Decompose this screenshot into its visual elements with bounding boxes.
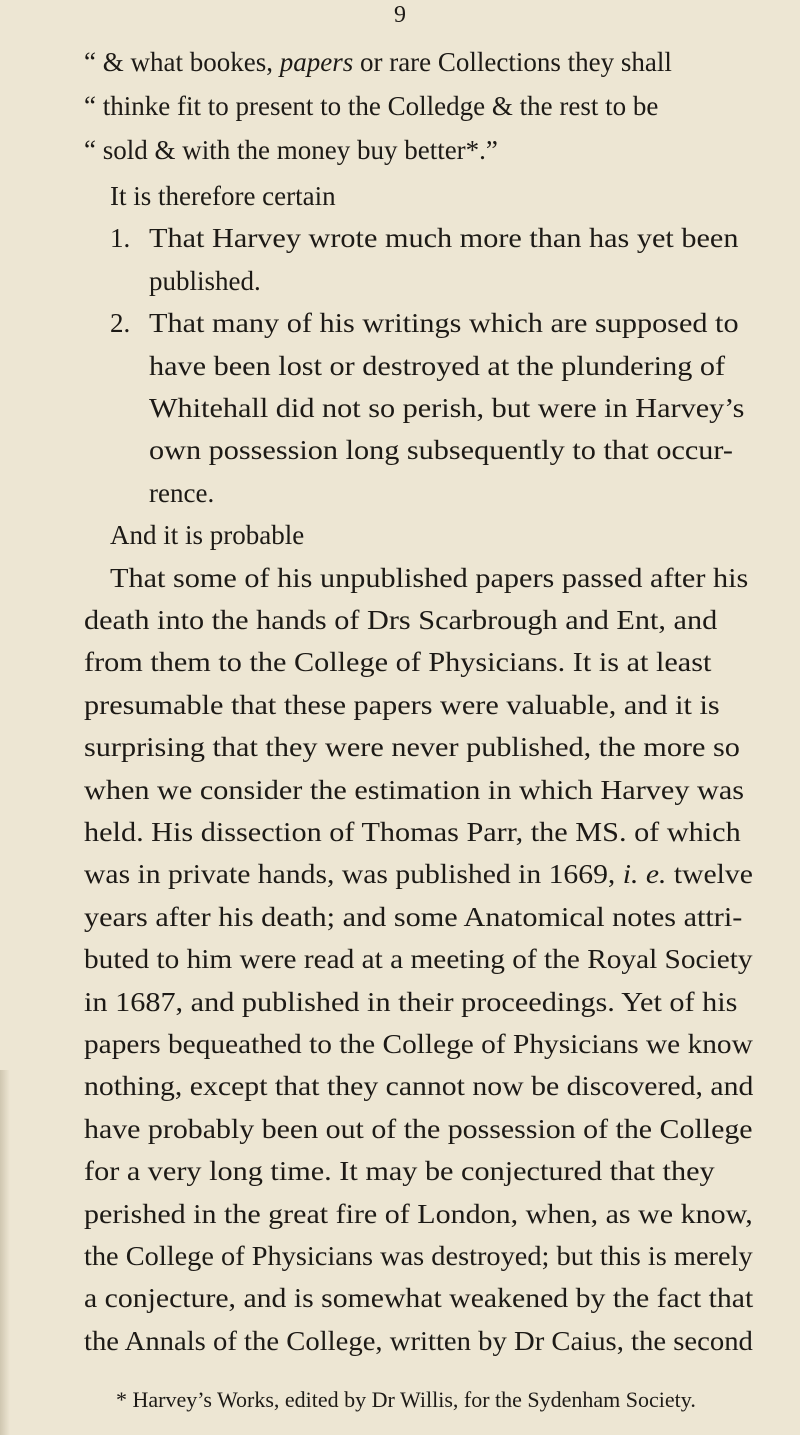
paragraph-line: years after his death; and some Anatomical notes attri- xyxy=(84,901,743,932)
paragraph-line: perished in the great fire of London, when, as we know, xyxy=(84,1198,753,1229)
list-item-1: That Harvey wrote much more than has yet been xyxy=(149,223,739,254)
quote-text: “ & what bookes, xyxy=(84,47,280,77)
list-item-2: have been lost or destroyed at the plundering of xyxy=(149,350,726,381)
list-item-1-cont: published. xyxy=(149,265,261,296)
paragraph-line: the College of Physicians was destroyed; but this is merely xyxy=(84,1241,753,1271)
paragraph-line: nothing, except that they cannot now be discovered, and xyxy=(84,1071,754,1102)
paragraph-line: a conjecture, and is somewhat weakened by the fact that xyxy=(84,1283,754,1314)
paragraph-line: for a very long time. It may be conjectured that they xyxy=(84,1156,715,1187)
quote-line-3: “ sold & with the money buy better*.” xyxy=(84,135,498,165)
list-item-2-cont: rence. xyxy=(149,477,215,508)
page-number: 9 xyxy=(394,2,406,28)
paragraph-line: have probably been out of the possession of the College xyxy=(84,1113,753,1144)
paragraph-line: buted to him were read at a meeting of the Royal Society xyxy=(84,944,753,975)
italic-word: i. e. xyxy=(622,859,667,890)
paragraph-line: the Annals of the College, written by Dr Caius, the second xyxy=(84,1325,753,1356)
footnote: * Harvey’s Works, edited by Dr Willis, for the Sydenham Society. xyxy=(116,1387,696,1412)
list-number-2: 2. xyxy=(110,308,131,339)
list-item-2: That many of his writings which are supposed to xyxy=(149,308,739,339)
page-edge-shadow xyxy=(0,1070,10,1435)
paragraph-line: That some of his unpublished papers passed after his xyxy=(110,562,749,593)
paragraph-line: in 1687, and published in their proceedings. Yet of his xyxy=(84,986,738,1017)
paragraph-line: from them to the College of Physicians. It is at least xyxy=(84,647,712,678)
list-item-2: Whitehall did not so perish, but were in Harvey’s xyxy=(149,393,745,423)
paragraph-line: papers bequeathed to the College of Physicians we know xyxy=(84,1029,753,1059)
italic-word: papers xyxy=(279,47,354,77)
list-number-1: 1. xyxy=(110,223,131,254)
quote-line-1 xyxy=(84,49,672,76)
quote-text: or rare Collections they shall xyxy=(353,47,672,77)
text-line: It is therefore certain xyxy=(110,181,336,211)
paragraph-line: held. His dissection of Thomas Parr, the MS. of which xyxy=(84,817,741,847)
quote-line-2: “ thinke fit to present to the Colledge & the rest to be xyxy=(84,91,659,121)
list-item-2: own possession long subsequently to that occur- xyxy=(149,435,733,466)
paragraph-line: death into the hands of Drs Scarbrough and Ent, and xyxy=(84,605,718,635)
paragraph-line: presumable that these papers were valuable, and it is xyxy=(84,689,720,720)
paragraph-line: surprising that they were never published, the more so xyxy=(84,732,740,763)
paragraph-line: was in private hands, was published in 1669, i. e. twelve xyxy=(84,859,753,890)
paragraph-line: when we consider the estimation in which Harvey was xyxy=(84,774,745,805)
text-line: And it is probable xyxy=(110,520,305,551)
